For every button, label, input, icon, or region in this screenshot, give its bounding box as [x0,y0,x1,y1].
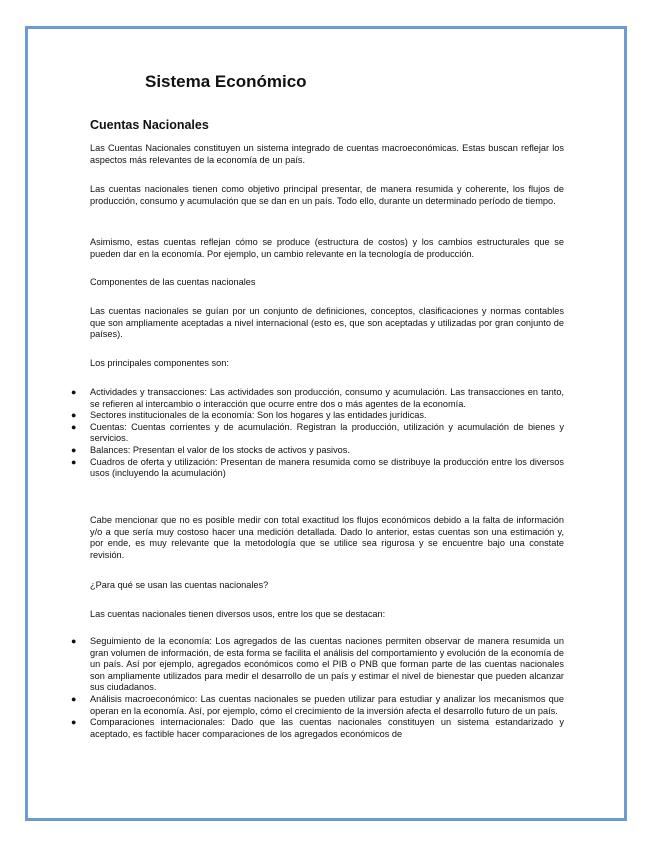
bullet-icon: ● [71,387,77,397]
list-item [71,636,564,694]
list-item-text: Sectores institucionales de la economía: Son los hogares y las entidades jurídicas. [90,410,427,421]
components-list [71,387,564,480]
list-item [71,456,564,480]
list-item [71,444,564,457]
paragraph-intro: Las Cuentas Nacionales constituyen un sistema integrado de cuentas macroeconómicas. Estas buscan reflejar los aspectos más relevantes de la economía de un país. [90,143,564,165]
bullet-icon: ● [71,636,77,646]
page-title: Sistema Económico [145,72,307,91]
bullet-icon: ● [71,444,77,455]
paragraph-objective: Las cuentas nacionales tienen como objetivo principal presentar, de manera resumida y coherente, los flujos de producción, consumo y acumulación que se dan en un país. Todo ello, durante un determinado período de tiempo. [90,184,564,206]
bullet-icon: ● [71,717,77,728]
paragraph-uses-intro: Las cuentas nacionales tienen diversos usos, entre los que se destacan: [90,609,386,619]
list-item [71,693,564,717]
bullet-icon: ● [71,410,77,421]
paragraph-structure: Asimismo, estas cuentas reflejan cómo se produce (estructura de costos) y los cambios estructurales que se pueden dar en la economía. Por ejemplo, un cambio relevante en la tecnología de producción. [90,237,564,259]
paragraph-accuracy: Cabe mencionar que no es posible medir con total exactitud los flujos económicos debido a la falta de información y/o a que sería muy costoso hacer una medición detallada. Dado lo anterior, estas cuentas son una estimación y, por ende, es muy relevante que la metodología que se utilice sea rigurosa y se encuentre bajo una constate revisión. [90,515,564,560]
section-heading: Cuentas Nacionales [90,118,209,132]
list-item [71,717,564,740]
paragraph-components-heading: Componentes de las cuentas nacionales [90,277,256,287]
list-item-text: Cuadros de oferta y utilización: Presentan de manera resumida como se distribuye la producción entre los diversos usos (incluyendo la acumulación) [90,456,564,479]
list-item-text: Análisis macroeconómico: Las cuentas nacionales se pueden utilizar para estudiar y analizar los mecanismos que operan en la economía. Así, por ejemplo, cómo el crecimiento de la inversión afecta el desarrollo futuro de un país. [90,693,564,716]
paragraph-definitions: Las cuentas nacionales se guían por un conjunto de definiciones, conceptos, clasificaciones y normas contables que son ampliamente aceptadas a nivel internacional (esto es, que son aceptadas y utilizadas por gran conjunto de países). [90,306,564,340]
list-item-text: Seguimiento de la economía: Los agregados de las cuentas naciones permiten observar de manera resumida un gran volumen de información, de esta forma se facilita el análisis del comportamiento y evolución de la economía de un país. Así por ejemplo, agregados económicos como el PIB o PNB que forman parte de las cuentas nacionales son ampliamente utilizados para medir el desarrollo de un país y estimar el nivel de bienestar que pueden alcanzar sus ciudadanos. [90,636,564,693]
paragraph-main-components: Los principales componentes son: [90,358,229,368]
paragraph-uses-question: ¿Para qué se usan las cuentas nacionales? [90,580,269,590]
bullet-icon: ● [71,693,77,704]
list-item-text: Balances: Presentan el valor de los stocks de activos y pasivos. [90,444,350,455]
uses-list [71,636,564,740]
list-item [71,421,564,445]
list-item-text: Actividades y transacciones: Las actividades son producción, consumo y acumulación. Las transacciones en tanto, se refieren al intercambio o interacción que ocurre entre dos o más agentes de la economía. [90,387,564,409]
list-item-text: Cuentas: Cuentas corrientes y de acumulación. Registran la producción, utilización y acumulación de bienes y servicios. [90,421,564,444]
list-item [71,410,564,422]
bullet-icon: ● [71,421,77,432]
list-item [71,387,564,410]
bullet-icon: ● [71,456,77,467]
list-item-text: Comparaciones internacionales: Dado que las cuentas nacionales constituyen un sistema estandarizado y aceptado, es factible hacer comparaciones de los agregados económicos de [90,717,564,739]
